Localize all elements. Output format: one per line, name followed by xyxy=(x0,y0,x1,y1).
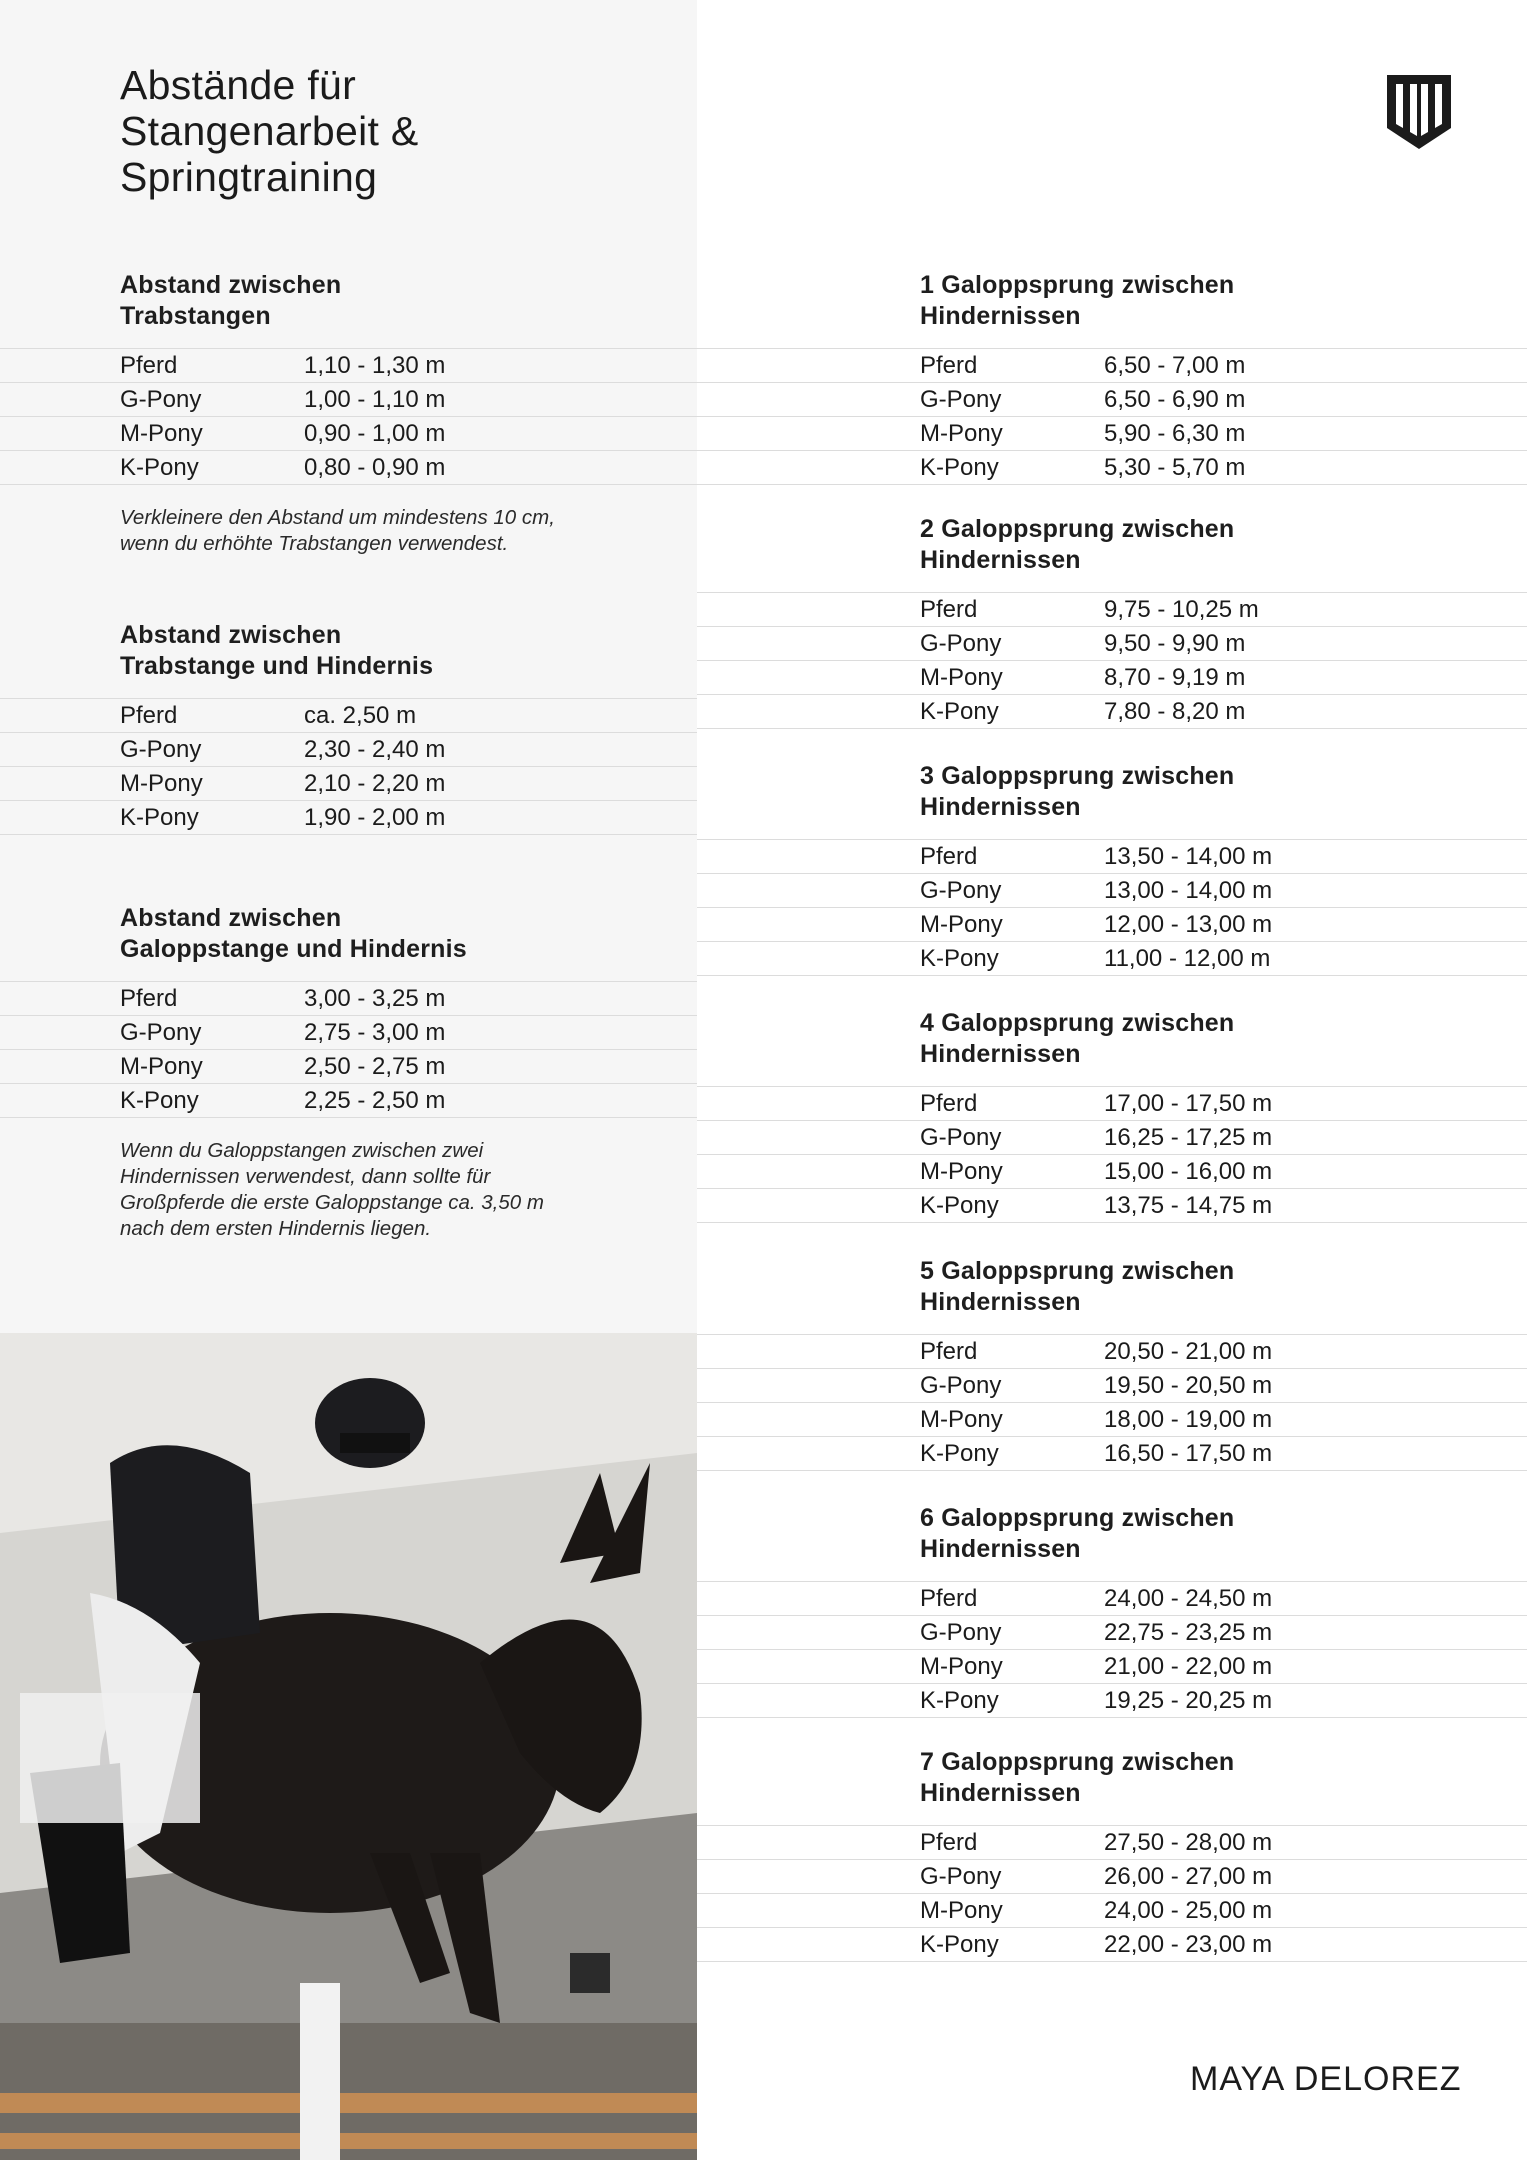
section-title: Abstand zwischen Trabstangen xyxy=(120,271,342,330)
row-value: 5,90 - 6,30 m xyxy=(1104,419,1246,447)
row-value: 15,00 - 16,00 m xyxy=(1104,1157,1273,1185)
table-row xyxy=(697,349,1527,383)
row-value: 13,00 - 14,00 m xyxy=(1104,876,1273,904)
page-title: Abstände für Stangenarbeit & Springtraining xyxy=(120,62,419,200)
row-label: Pferd xyxy=(920,1089,978,1117)
row-label: M-Pony xyxy=(920,419,1003,447)
section-galoppsprung-7 xyxy=(0,1747,1527,1962)
row-value: 16,50 - 17,50 m xyxy=(1104,1439,1273,1467)
row-label: M-Pony xyxy=(120,419,203,447)
row-value: 13,75 - 14,75 m xyxy=(1104,1191,1273,1219)
row-value: 2,25 - 2,50 m xyxy=(304,1086,446,1114)
section-galoppsprung-1 xyxy=(0,270,1527,485)
table-row xyxy=(697,1928,1527,1962)
row-label: M-Pony xyxy=(920,663,1003,691)
table-row xyxy=(697,1087,1527,1121)
table-row xyxy=(697,627,1527,661)
row-label: G-Pony xyxy=(920,876,1002,904)
row-label: Pferd xyxy=(920,1828,978,1856)
section-title: 2 Galoppsprung zwischen Hindernissen xyxy=(920,515,1235,574)
row-value: 11,00 - 12,00 m xyxy=(1104,944,1271,972)
table-row xyxy=(697,1155,1527,1189)
row-label: Pferd xyxy=(120,351,178,379)
table-row xyxy=(697,661,1527,695)
row-value: 9,75 - 10,25 m xyxy=(1104,595,1259,623)
section-title: 3 Galoppsprung zwischen Hindernissen xyxy=(920,762,1235,821)
row-value: 2,30 - 2,40 m xyxy=(304,735,446,763)
row-value: 17,00 - 17,50 m xyxy=(1104,1089,1273,1117)
section-galoppsprung-4 xyxy=(0,1008,1527,1223)
section-galoppsprung-2 xyxy=(0,514,1527,729)
table-row xyxy=(697,1582,1527,1616)
distance-table xyxy=(697,1086,1527,1223)
row-label: G-Pony xyxy=(920,1371,1002,1399)
row-value: 0,80 - 0,90 m xyxy=(304,453,446,481)
row-label: Pferd xyxy=(120,984,178,1012)
table-row xyxy=(697,1616,1527,1650)
row-label: K-Pony xyxy=(920,1930,999,1958)
row-value: 12,00 - 13,00 m xyxy=(1104,910,1273,938)
distance-table xyxy=(697,1825,1527,1962)
row-label: Pferd xyxy=(120,701,178,729)
row-value: 24,00 - 25,00 m xyxy=(1104,1896,1273,1924)
row-label: K-Pony xyxy=(120,453,199,481)
row-label: K-Pony xyxy=(920,1439,999,1467)
row-label: G-Pony xyxy=(120,735,202,763)
table-row xyxy=(697,1369,1527,1403)
table-row xyxy=(697,1650,1527,1684)
row-label: M-Pony xyxy=(920,1157,1003,1185)
row-label: G-Pony xyxy=(920,1123,1002,1151)
row-value: 2,10 - 2,20 m xyxy=(304,769,446,797)
row-label: M-Pony xyxy=(920,1896,1003,1924)
row-value: 8,70 - 9,19 m xyxy=(1104,663,1246,691)
row-value: 1,00 - 1,10 m xyxy=(304,385,446,413)
table-row xyxy=(697,840,1527,874)
section-title: 4 Galoppsprung zwischen Hindernissen xyxy=(920,1009,1235,1068)
row-value: 22,75 - 23,25 m xyxy=(1104,1618,1273,1646)
row-value: 7,80 - 8,20 m xyxy=(1104,697,1246,725)
section-title: 5 Galoppsprung zwischen Hindernissen xyxy=(920,1257,1235,1316)
table-row xyxy=(697,942,1527,976)
brand-wordmark: MAYA DELOREZ xyxy=(1190,2060,1462,2098)
table-row xyxy=(697,1826,1527,1860)
table-row xyxy=(697,451,1527,485)
table-row xyxy=(697,1684,1527,1718)
table-row xyxy=(697,1860,1527,1894)
row-value: 9,50 - 9,90 m xyxy=(1104,629,1246,657)
row-label: M-Pony xyxy=(920,910,1003,938)
section-galoppsprung-5 xyxy=(0,1256,1527,1471)
distance-table xyxy=(697,1581,1527,1718)
section-title: 7 Galoppsprung zwischen Hindernissen xyxy=(920,1748,1235,1807)
row-label: K-Pony xyxy=(920,1191,999,1219)
row-value: 18,00 - 19,00 m xyxy=(1104,1405,1273,1433)
section-galoppsprung-3 xyxy=(0,761,1527,976)
row-value: 6,50 - 6,90 m xyxy=(1104,385,1246,413)
row-value: 20,50 - 21,00 m xyxy=(1104,1337,1273,1365)
row-label: M-Pony xyxy=(920,1652,1003,1680)
row-label: K-Pony xyxy=(120,1086,199,1114)
section-galoppsprung-6 xyxy=(0,1503,1527,1718)
row-value: 5,30 - 5,70 m xyxy=(1104,453,1246,481)
row-label: Pferd xyxy=(920,351,978,379)
row-value: 0,90 - 1,00 m xyxy=(304,419,446,447)
row-value: ca. 2,50 m xyxy=(304,701,417,729)
row-value: 22,00 - 23,00 m xyxy=(1104,1930,1273,1958)
row-label: G-Pony xyxy=(920,629,1002,657)
row-value: 19,50 - 20,50 m xyxy=(1104,1371,1273,1399)
row-value: 13,50 - 14,00 m xyxy=(1104,842,1273,870)
section-title: Abstand zwischen Galoppstange und Hindernis xyxy=(120,904,467,963)
table-row xyxy=(697,695,1527,729)
table-row xyxy=(697,593,1527,627)
distance-table xyxy=(697,1334,1527,1471)
table-row xyxy=(697,1121,1527,1155)
distance-table xyxy=(697,839,1527,976)
row-label: G-Pony xyxy=(920,1618,1002,1646)
row-value: 16,25 - 17,25 m xyxy=(1104,1123,1273,1151)
row-label: Pferd xyxy=(920,595,978,623)
row-value: 26,00 - 27,00 m xyxy=(1104,1862,1273,1890)
row-label: G-Pony xyxy=(120,385,202,413)
table-row xyxy=(697,874,1527,908)
table-row xyxy=(697,1403,1527,1437)
row-value: 19,25 - 20,25 m xyxy=(1104,1686,1273,1714)
row-label: K-Pony xyxy=(920,1686,999,1714)
row-label: M-Pony xyxy=(120,769,203,797)
row-value: 1,10 - 1,30 m xyxy=(304,351,446,379)
table-row xyxy=(697,1335,1527,1369)
row-label: Pferd xyxy=(920,1584,978,1612)
row-label: G-Pony xyxy=(120,1018,202,1046)
row-label: K-Pony xyxy=(920,453,999,481)
table-row xyxy=(697,383,1527,417)
section-note: Wenn du Galoppstangen zwischen zwei Hindernissen verwendest, dann sollte für Großpferde die erste Galoppstange ca. 3,50 m nach dem ersten Hindernis liegen. xyxy=(120,1139,544,1240)
row-value: 1,90 - 2,00 m xyxy=(304,803,446,831)
row-value: 6,50 - 7,00 m xyxy=(1104,351,1246,379)
row-value: 2,75 - 3,00 m xyxy=(304,1018,446,1046)
row-value: 27,50 - 28,00 m xyxy=(1104,1828,1273,1856)
table-row xyxy=(697,908,1527,942)
distance-table xyxy=(697,592,1527,729)
row-label: K-Pony xyxy=(920,944,999,972)
table-row xyxy=(697,1437,1527,1471)
table-row xyxy=(697,417,1527,451)
section-note: Verkleinere den Abstand um mindestens 10 cm, wenn du erhöhte Trabstangen verwendest. xyxy=(120,506,555,555)
row-label: Pferd xyxy=(920,842,978,870)
row-label: K-Pony xyxy=(920,697,999,725)
row-value: 21,00 - 22,00 m xyxy=(1104,1652,1273,1680)
distance-table xyxy=(697,348,1527,485)
row-value: 2,50 - 2,75 m xyxy=(304,1052,446,1080)
row-label: Pferd xyxy=(920,1337,978,1365)
row-label: G-Pony xyxy=(920,385,1002,413)
row-label: G-Pony xyxy=(920,1862,1002,1890)
table-row xyxy=(697,1894,1527,1928)
section-title: Abstand zwischen Trabstange und Hindernis xyxy=(120,621,434,680)
shield-monogram-icon xyxy=(1384,72,1454,152)
section-title: 1 Galoppsprung zwischen Hindernissen xyxy=(920,271,1235,330)
row-value: 24,00 - 24,50 m xyxy=(1104,1584,1273,1612)
row-label: M-Pony xyxy=(920,1405,1003,1433)
section-title: 6 Galoppsprung zwischen Hindernissen xyxy=(920,1504,1235,1563)
table-row xyxy=(697,1189,1527,1223)
row-value: 3,00 - 3,25 m xyxy=(304,984,446,1012)
row-label: M-Pony xyxy=(120,1052,203,1080)
row-label: K-Pony xyxy=(120,803,199,831)
